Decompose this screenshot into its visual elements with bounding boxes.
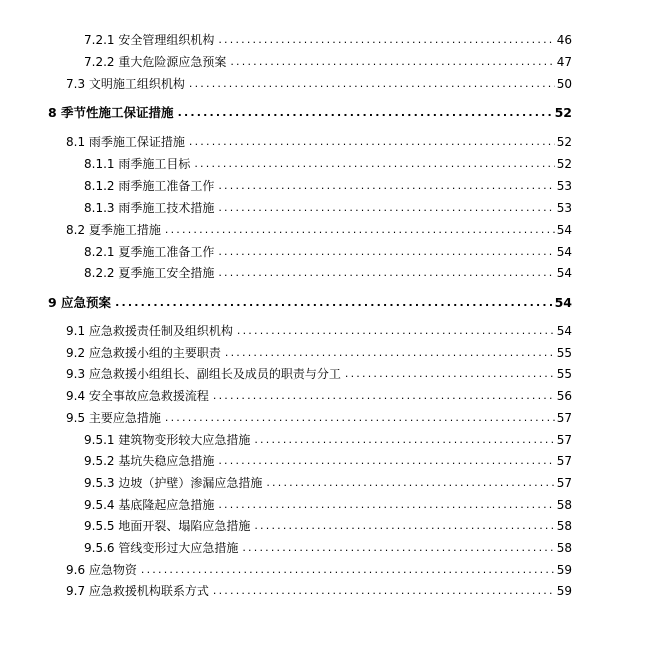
toc-entry[interactable] <box>84 156 572 172</box>
toc-entry-page: 50 <box>556 77 572 91</box>
toc-leader-dots <box>213 388 555 404</box>
toc-entry-label: 9.5.4 基底隆起应急措施 <box>84 498 215 512</box>
toc-entry-label: 7.2.1 安全管理组织机构 <box>84 33 215 47</box>
toc-leader-dots <box>165 222 555 238</box>
toc-entry-label: 8.1 雨季施工保证措施 <box>66 135 185 149</box>
toc-entry-label: 7.3 文明施工组织机构 <box>66 77 185 91</box>
toc-entry-label: 9.5.3 边坡（护壁）渗漏应急措施 <box>84 476 263 490</box>
toc-entry[interactable] <box>48 105 572 121</box>
toc-entry[interactable] <box>84 518 572 534</box>
toc-entry[interactable] <box>84 497 572 513</box>
toc-entry[interactable] <box>84 244 572 260</box>
toc-entry[interactable] <box>66 410 572 426</box>
toc-entry[interactable] <box>84 200 572 216</box>
toc-entry-page: 58 <box>556 519 572 533</box>
toc-leader-dots <box>178 105 553 121</box>
toc-entry-page: 54 <box>554 295 572 310</box>
toc-entry[interactable] <box>84 54 572 70</box>
toc-entry[interactable] <box>48 295 572 311</box>
toc-entry-page: 52 <box>556 157 572 171</box>
toc-leader-dots <box>189 76 555 92</box>
toc-entry-page: 57 <box>556 476 572 490</box>
toc-entry-page: 58 <box>556 541 572 555</box>
toc-entry-label: 9.3 应急救援小组组长、副组长及成员的职责与分工 <box>66 367 341 381</box>
toc-entry[interactable] <box>84 475 572 491</box>
toc-entry[interactable] <box>66 583 572 599</box>
toc-entry-page: 53 <box>556 179 572 193</box>
toc-leader-dots <box>213 583 555 599</box>
toc-entry-page: 55 <box>556 346 572 360</box>
toc-entry-page: 47 <box>556 55 572 69</box>
toc-entry-label: 9.1 应急救援责任制及组织机构 <box>66 324 233 338</box>
toc-entry-label: 7.2.2 重大危险源应急预案 <box>84 55 227 69</box>
toc-entry[interactable] <box>84 265 572 281</box>
toc-entry[interactable] <box>66 323 572 339</box>
toc-leader-dots <box>254 518 554 534</box>
toc-entry-page: 57 <box>556 454 572 468</box>
toc-leader-dots <box>165 410 555 426</box>
toc-leader-dots <box>218 453 554 469</box>
toc-leader-dots <box>254 432 554 448</box>
toc-entry[interactable] <box>66 134 572 150</box>
toc-entry-label: 9 应急预案 <box>48 295 112 310</box>
toc-entry-label: 9.5.2 基坑失稳应急措施 <box>84 454 215 468</box>
toc-entry-page: 57 <box>556 433 572 447</box>
toc-entry-page: 53 <box>556 201 572 215</box>
toc-entry-label: 9.5.1 建筑物变形较大应急措施 <box>84 433 251 447</box>
toc-entry[interactable] <box>66 345 572 361</box>
toc-leader-dots <box>218 497 554 513</box>
toc-entry[interactable] <box>66 222 572 238</box>
toc-entry-page: 52 <box>556 135 572 149</box>
toc-entry-page: 54 <box>556 324 572 338</box>
toc-entry[interactable] <box>66 76 572 92</box>
toc-entry-label: 8.1.1 雨季施工目标 <box>84 157 191 171</box>
toc-entry-label: 8.1.2 雨季施工准备工作 <box>84 179 215 193</box>
toc-entry[interactable] <box>84 453 572 469</box>
toc-leader-dots <box>218 265 554 281</box>
toc-entry-label: 9.2 应急救援小组的主要职责 <box>66 346 221 360</box>
toc-entry-label: 9.7 应急救援机构联系方式 <box>66 584 209 598</box>
toc-leader-dots <box>218 32 554 48</box>
toc-leader-dots <box>194 156 554 172</box>
toc-leader-dots <box>242 540 554 556</box>
toc-leader-dots <box>218 244 554 260</box>
toc-leader-dots <box>141 562 555 578</box>
toc-entry-label: 9.5.5 地面开裂、塌陷应急措施 <box>84 519 251 533</box>
toc-entry-page: 54 <box>556 223 572 237</box>
toc-entry[interactable] <box>84 32 572 48</box>
toc-leader-dots <box>237 323 555 339</box>
toc-entry[interactable] <box>84 540 572 556</box>
toc-entry-label: 8.2.1 夏季施工准备工作 <box>84 245 215 259</box>
toc-leader-dots <box>345 366 555 382</box>
toc-entry[interactable] <box>66 388 572 404</box>
toc-entry-page: 57 <box>556 411 572 425</box>
toc-entry[interactable] <box>66 562 572 578</box>
toc-leader-dots <box>218 200 554 216</box>
toc-entry[interactable] <box>84 432 572 448</box>
toc-leader-dots <box>230 54 554 70</box>
toc-leader-dots <box>225 345 555 361</box>
toc-entry-label: 9.5.6 管线变形过大应急措施 <box>84 541 239 555</box>
toc-leader-dots <box>218 178 554 194</box>
toc-entry-label: 9.5 主要应急措施 <box>66 411 161 425</box>
toc-entry-label: 8 季节性施工保证措施 <box>48 105 174 120</box>
toc-entry-page: 56 <box>556 389 572 403</box>
toc-entry-label: 8.2.2 夏季施工安全措施 <box>84 266 215 280</box>
toc-entry-page: 46 <box>556 33 572 47</box>
toc-leader-dots <box>266 475 554 491</box>
toc-leader-dots <box>189 134 555 150</box>
toc-entry-page: 54 <box>556 266 572 280</box>
toc-leader-dots <box>115 295 553 311</box>
toc-entry-page: 58 <box>556 498 572 512</box>
toc-entry-label: 8.1.3 雨季施工技术措施 <box>84 201 215 215</box>
toc-entry-page: 52 <box>554 105 572 120</box>
toc-entry-label: 9.4 安全事故应急救援流程 <box>66 389 209 403</box>
toc-entry[interactable] <box>84 178 572 194</box>
toc-entry-label: 9.6 应急物资 <box>66 563 137 577</box>
toc-entry-page: 59 <box>556 563 572 577</box>
toc-entry-label: 8.2 夏季施工措施 <box>66 223 161 237</box>
toc-entry[interactable] <box>66 366 572 382</box>
toc-entry-page: 54 <box>556 245 572 259</box>
toc-entry-page: 59 <box>556 584 572 598</box>
toc-entry-page: 55 <box>556 367 572 381</box>
